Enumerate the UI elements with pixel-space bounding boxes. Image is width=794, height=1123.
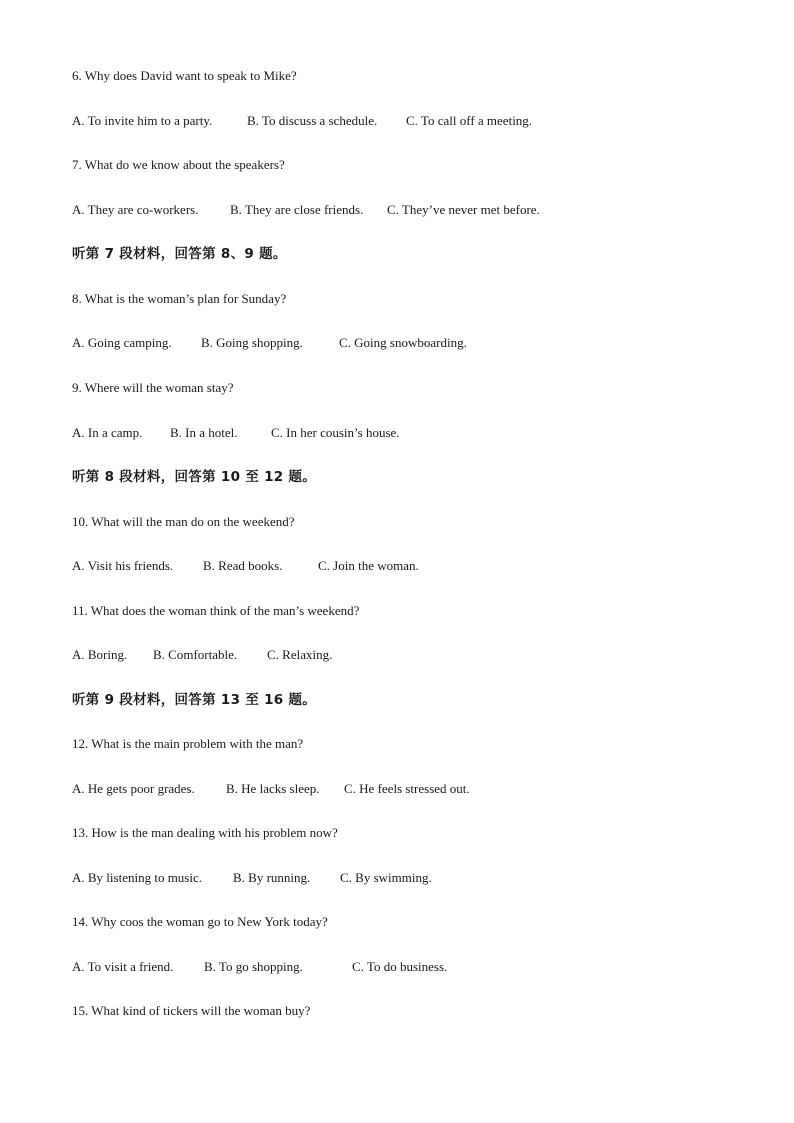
option-b: B. To discuss a schedule. bbox=[247, 113, 378, 128]
option-a: A. To visit a friend. bbox=[72, 959, 174, 974]
option-b: B. They are close friends. bbox=[230, 202, 364, 217]
question-10: 10. What will the man do on the weekend? bbox=[72, 514, 295, 529]
question-6: 6. Why does David want to speak to Mike? bbox=[72, 68, 297, 83]
option-b: B. He lacks sleep. bbox=[226, 781, 320, 796]
option-b: B. Comfortable. bbox=[153, 647, 238, 662]
option-b: B. Going shopping. bbox=[201, 335, 303, 350]
question-11: 11. What does the woman think of the man’s weekend? bbox=[72, 603, 360, 618]
option-b: B. Read books. bbox=[203, 558, 283, 573]
option-c: C. To do business. bbox=[352, 959, 448, 974]
section-heading-7: 听第 7 段材料，回答第 8、9 题。 bbox=[72, 246, 287, 262]
question-13: 13. How is the man dealing with his problem now? bbox=[72, 825, 338, 840]
option-a: A. Going camping. bbox=[72, 335, 172, 350]
option-b: B. In a hotel. bbox=[170, 425, 238, 440]
question-14: 14. Why coos the woman go to New York today? bbox=[72, 914, 328, 929]
option-c: C. Join the woman. bbox=[318, 558, 419, 573]
option-b: B. By running. bbox=[233, 870, 311, 885]
option-c: C. Relaxing. bbox=[267, 647, 333, 662]
question-7: 7. What do we know about the speakers? bbox=[72, 157, 285, 172]
option-a: A. He gets poor grades. bbox=[72, 781, 195, 796]
question-15: 15. What kind of tickers will the woman buy? bbox=[72, 1003, 311, 1018]
option-c: C. Going snowboarding. bbox=[339, 335, 467, 350]
option-c: C. He feels stressed out. bbox=[344, 781, 470, 796]
option-c: C. In her cousin’s house. bbox=[271, 425, 400, 440]
question-8: 8. What is the woman’s plan for Sunday? bbox=[72, 291, 287, 306]
question-12: 12. What is the main problem with the man? bbox=[72, 736, 304, 751]
option-a: A. They are co-workers. bbox=[72, 202, 199, 217]
section-heading-8: 听第 8 段材料，回答第 10 至 12 题。 bbox=[72, 469, 317, 485]
option-b: B. To go shopping. bbox=[204, 959, 303, 974]
option-a: A. Boring. bbox=[72, 647, 128, 662]
option-a: A. To invite him to a party. bbox=[72, 113, 213, 128]
option-a: A. By listening to music. bbox=[72, 870, 202, 885]
option-a: A. In a camp. bbox=[72, 425, 143, 440]
question-9: 9. Where will the woman stay? bbox=[72, 380, 234, 395]
option-c: C. By swimming. bbox=[340, 870, 432, 885]
option-c: C. To call off a meeting. bbox=[406, 113, 533, 128]
option-a: A. Visit his friends. bbox=[72, 558, 174, 573]
section-heading-9: 听第 9 段材料，回答第 13 至 16 题。 bbox=[72, 692, 317, 708]
option-c: C. They’ve never met before. bbox=[387, 202, 540, 217]
